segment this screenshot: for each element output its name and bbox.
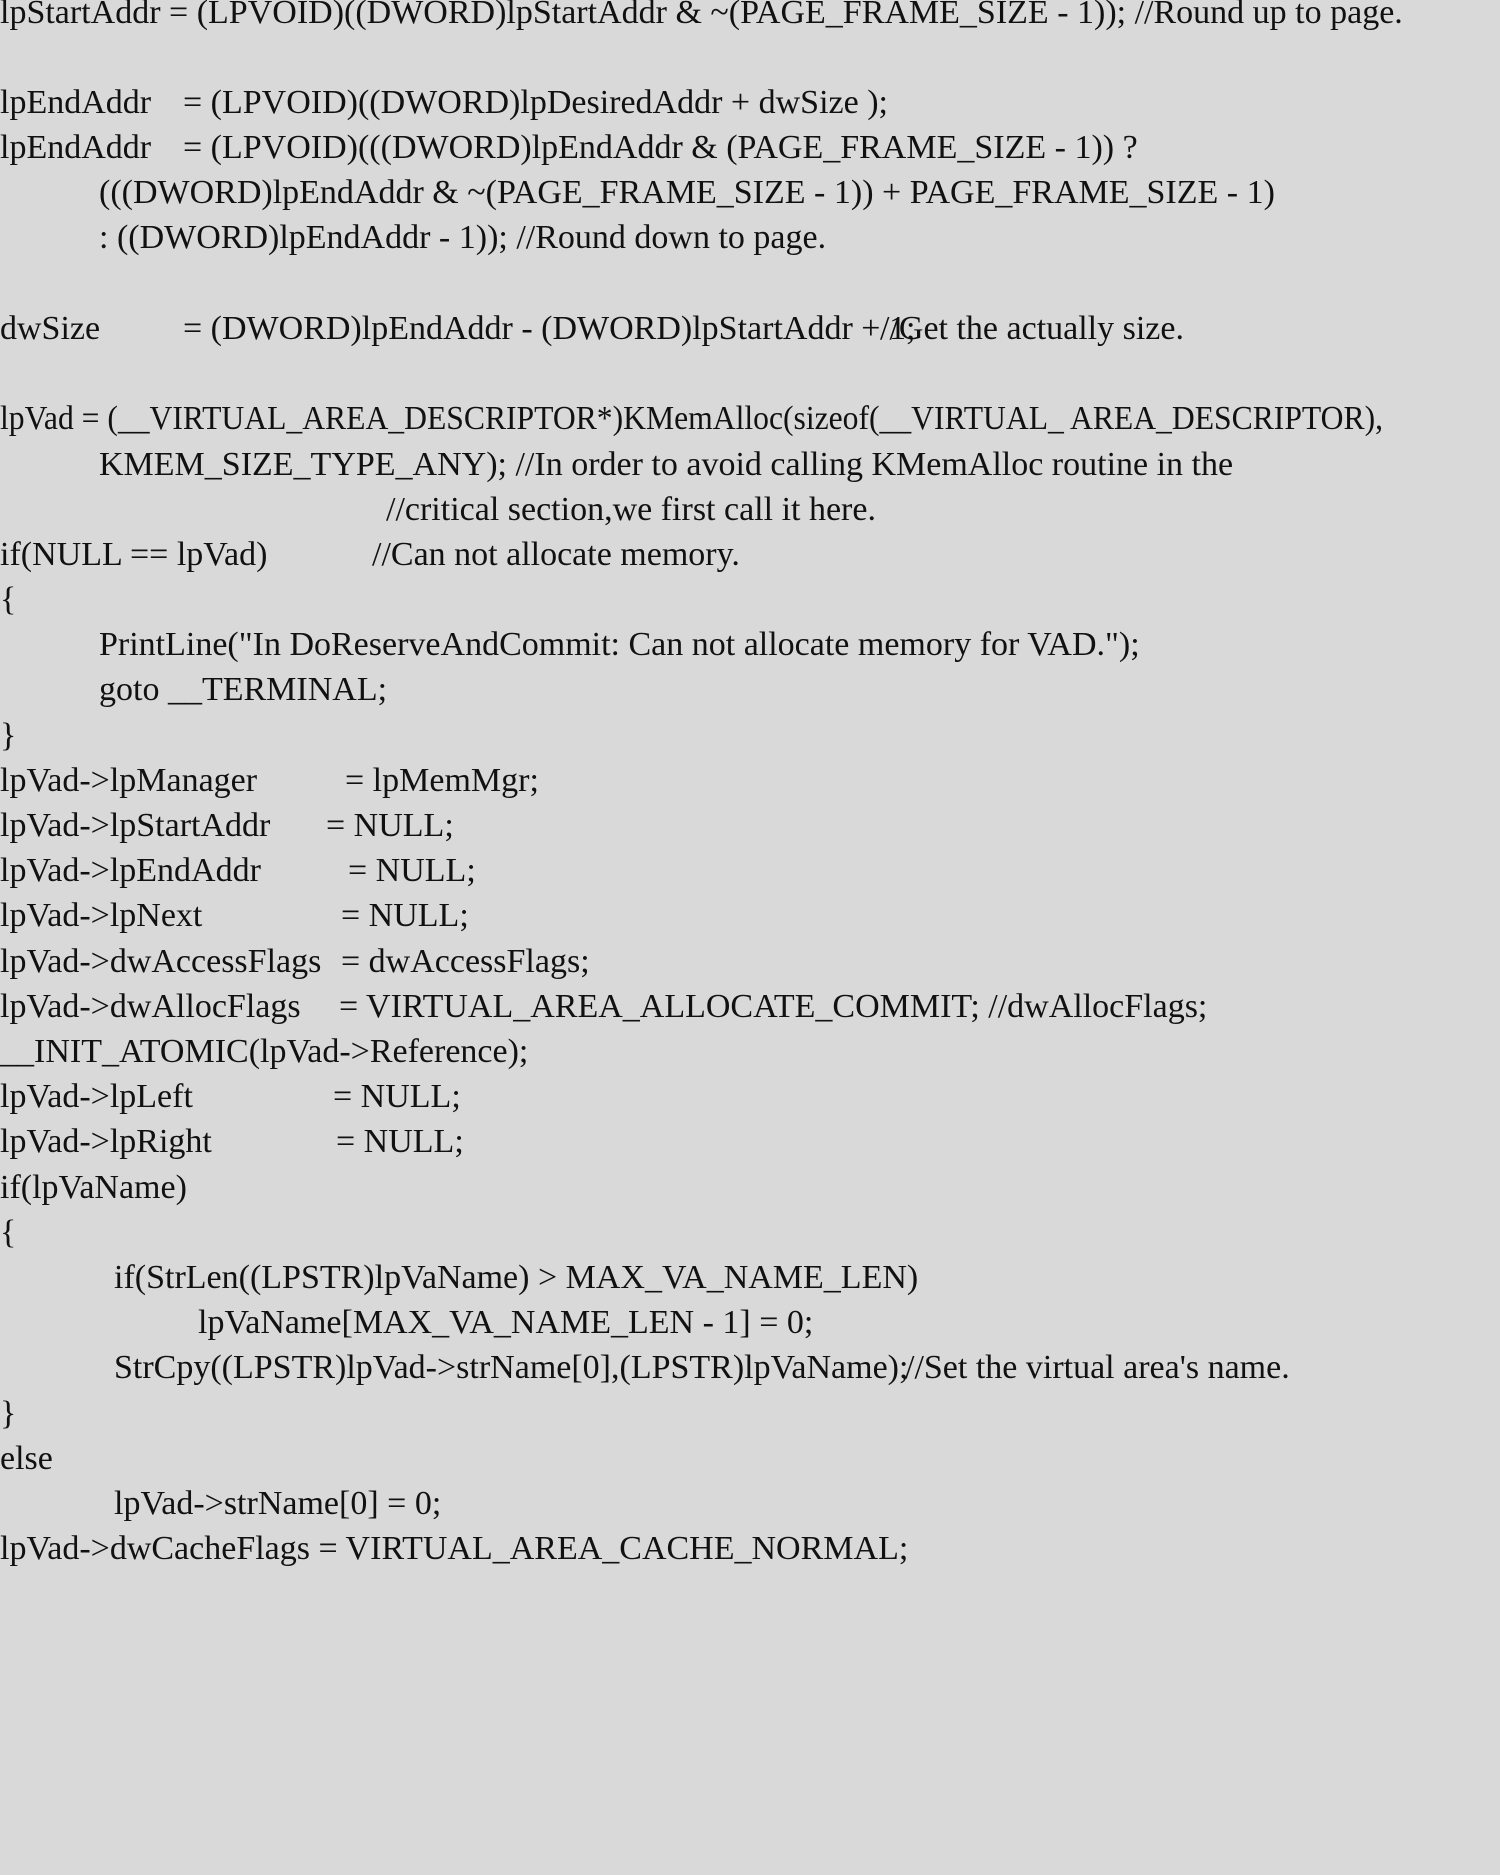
code-text: lpVad->lpManager (0, 762, 258, 799)
code-text: = NULL; (326, 807, 454, 844)
code-text: lpVad->strName[0] = 0; (114, 1485, 442, 1522)
code-text: } (0, 717, 17, 754)
code-text: { (0, 581, 17, 618)
code-text: PrintLine("In DoReserveAndCommit: Can not allocate memory for VAD."); (99, 626, 1140, 663)
code-line (0, 218, 1500, 272)
code-text: = NULL; (336, 1123, 464, 1160)
code-comment: //Get the actually size. (880, 310, 1184, 347)
code-text: lpStartAddr = (LPVOID)((DWORD)lpStartAddr & ~(PAGE_FRAME_SIZE - 1)); //Round up to page. (0, 0, 1403, 31)
code-text: KMEM_SIZE_TYPE_ANY); //In order to avoid calling KMemAlloc routine in the (99, 446, 1234, 483)
code-text: = VIRTUAL_AREA_ALLOCATE_COMMIT; //dwAllocFlags; (339, 988, 1208, 1025)
code-text: lpVad->lpRight (0, 1123, 212, 1160)
code-text: = lpMemMgr; (345, 762, 539, 799)
code-text: = (DWORD)lpEndAddr - (DWORD)lpStartAddr + 1; (183, 310, 916, 347)
code-text: lpVad->dwAccessFlags (0, 943, 322, 980)
code-text: lpVaName[MAX_VA_NAME_LEN - 1] = 0; (198, 1304, 814, 1341)
code-text: if(lpVaName) (0, 1169, 187, 1206)
code-comment: //Set the virtual area's name. (905, 1349, 1290, 1386)
code-text: dwSize (0, 310, 101, 347)
code-text: lpVad->lpStartAddr (0, 807, 271, 844)
code-text: = NULL; (333, 1078, 461, 1115)
code-text: StrCpy((LPSTR)lpVad->strName[0],(LPSTR)lpVaName); (114, 1349, 909, 1386)
code-text: (((DWORD)lpEndAddr & ~(PAGE_FRAME_SIZE - 1)) + PAGE_FRAME_SIZE - 1) (99, 174, 1275, 211)
code-text: else (0, 1440, 53, 1477)
code-line (0, 309, 1500, 363)
code-text: goto __TERMINAL; (99, 671, 388, 708)
code-text: } (0, 1395, 17, 1432)
code-text: lpEndAddr (0, 129, 152, 166)
code-text: { (0, 1214, 17, 1251)
code-text: : ((DWORD)lpEndAddr - 1)); //Round down to page. (99, 219, 827, 256)
code-comment: //Can not allocate memory. (372, 536, 740, 573)
code-text: lpVad->lpLeft (0, 1078, 193, 1115)
code-text: lpVad->lpNext (0, 897, 203, 934)
code-text: __INIT_ATOMIC(lpVad->Reference); (0, 1033, 529, 1070)
code-text: lpVad->dwAllocFlags (0, 988, 301, 1025)
code-text: //critical section,we first call it here. (386, 491, 876, 528)
code-text: if(StrLen((LPSTR)lpVaName) > MAX_VA_NAME_LEN) (114, 1259, 919, 1296)
code-line (0, 0, 1500, 47)
code-line (0, 1529, 1500, 1583)
code-text: if(NULL == lpVad) (0, 536, 268, 573)
code-text: lpEndAddr (0, 84, 152, 121)
code-text: = dwAccessFlags; (341, 943, 590, 980)
code-text: = (LPVOID)(((DWORD)lpEndAddr & (PAGE_FRAME_SIZE - 1)) ? (183, 129, 1138, 166)
code-text: lpVad->lpEndAddr (0, 852, 261, 889)
code-text: = (LPVOID)((DWORD)lpDesiredAddr + dwSize ); (183, 84, 888, 121)
code-text: = NULL; (341, 897, 469, 934)
code-text: = NULL; (348, 852, 476, 889)
code-text: lpVad->dwCacheFlags = VIRTUAL_AREA_CACHE_NORMAL; (0, 1530, 909, 1567)
code-text: lpVad = (__VIRTUAL_AREA_DESCRIPTOR*)KMemAlloc(sizeof(__VIRTUAL_ AREA_DESCRIPTOR), (0, 400, 1384, 437)
